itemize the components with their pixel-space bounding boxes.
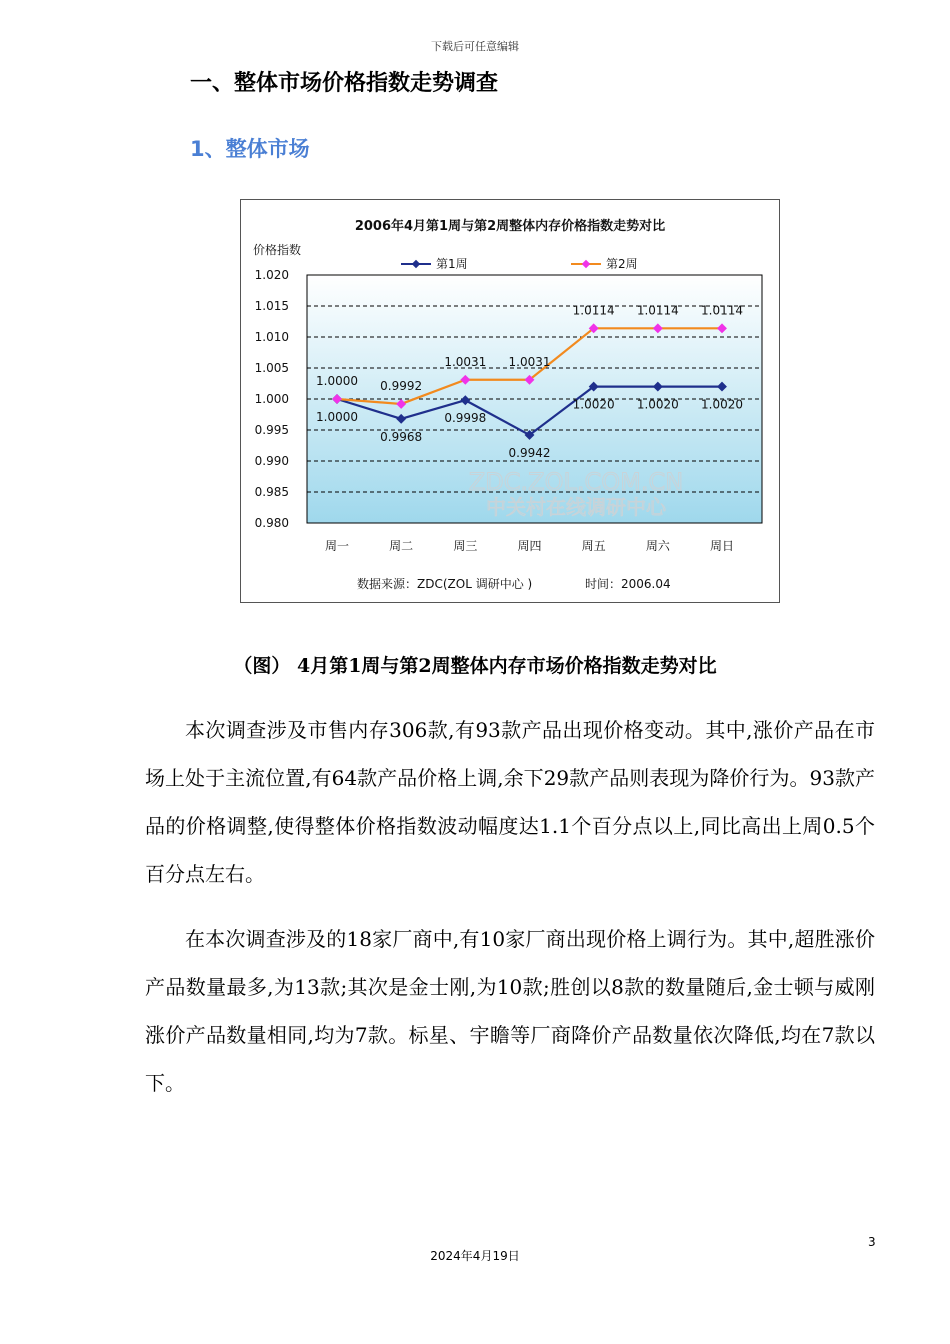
data-label: 1.0114 [572, 303, 615, 318]
figure-caption: （图） 4月第1周与第2周整体内存市场价格指数走势对比 [233, 655, 717, 677]
x-tick-label: 周日 [709, 539, 735, 553]
data-label: 1.0031 [508, 354, 551, 369]
y-axis-ticks [255, 268, 289, 530]
chart-legend [401, 257, 638, 271]
paragraph-2: 在本次调查涉及的18家厂商中,有10家厂商出现价格上调行为。其中,超胜涨价产品数量最多,为13款;其次是金士刚,为10款;胜创以8款的数量随后,金士顿与威刚涨价产品数量相同,均为7款。标星、宇瞻等厂商降价产品数量依次降低,均在7款以下。 [145, 927, 875, 1095]
data-label: 1.0114 [701, 303, 743, 318]
data-label: 1.0020 [636, 397, 679, 412]
data-label: 0.9942 [508, 445, 551, 460]
y-tick-label: 0.990 [254, 454, 289, 468]
y-tick-label: 1.005 [254, 361, 289, 375]
paragraph-1: 本次调查涉及市售内存306款,有93款产品出现价格变动。其中,涨价产品在市场上处于主流位置,有64款产品价格上调,余下29款产品则表现为降价行为。93款产品的价格调整,使得整体价格指数波动幅度达1.1个百分点以上,同比高出上周0.5个百分点左右。 [145, 718, 875, 886]
y-tick-label: 1.000 [254, 392, 289, 406]
x-tick-label: 周二 [389, 539, 414, 553]
data-label: 1.0031 [444, 354, 487, 369]
legend-label: 第1周 [436, 257, 468, 271]
data-label: 0.9992 [380, 378, 423, 393]
data-label: 1.0020 [701, 397, 743, 412]
y-axis-label: 价格指数 [253, 243, 302, 257]
line-chart [241, 200, 779, 602]
x-tick-label: 周三 [453, 539, 478, 553]
y-tick-label: 1.010 [254, 330, 289, 344]
x-tick-label: 周五 [581, 539, 606, 553]
watermark-text: ZDC.ZOL.COM.CN [468, 468, 684, 496]
data-label: 1.0020 [572, 397, 615, 412]
header-note: 下载后可任意编辑 [431, 40, 519, 53]
x-tick-label: 周一 [324, 539, 350, 553]
line-chart-figure [240, 199, 780, 603]
data-source: 数据来源：ZDC(ZOL 调研中心 ) [357, 577, 533, 591]
data-label: 0.9968 [380, 429, 423, 444]
data-label: 1.0000 [316, 374, 358, 388]
chart-title: 2006年4月第1周与第2周整体内存价格指数走势对比 [354, 219, 666, 234]
x-axis-ticks [325, 539, 734, 553]
y-tick-label: 1.020 [254, 268, 289, 282]
data-time: 时间：2006.04 [585, 577, 671, 591]
y-tick-label: 0.980 [254, 516, 289, 530]
legend-marker [412, 260, 420, 268]
section-heading: 一、整体市场价格指数走势调查 [190, 71, 499, 96]
x-tick-label: 周四 [517, 539, 542, 553]
subsection-heading: 1、整体市场 [190, 137, 310, 161]
legend-label: 第2周 [606, 257, 638, 271]
data-label: 1.0000 [316, 410, 358, 424]
watermark-subtext: 中关村在线调研中心 [486, 495, 666, 519]
y-tick-label: 1.015 [254, 299, 289, 313]
data-label: 0.9998 [444, 411, 487, 426]
legend-marker [582, 260, 590, 268]
y-tick-label: 0.995 [254, 423, 289, 437]
data-label: 1.0114 [636, 303, 679, 318]
page-number: 3 [868, 1235, 876, 1249]
x-tick-label: 周六 [645, 539, 670, 553]
y-tick-label: 0.985 [254, 485, 289, 499]
footer-date: 2024年4月19日 [430, 1249, 520, 1263]
